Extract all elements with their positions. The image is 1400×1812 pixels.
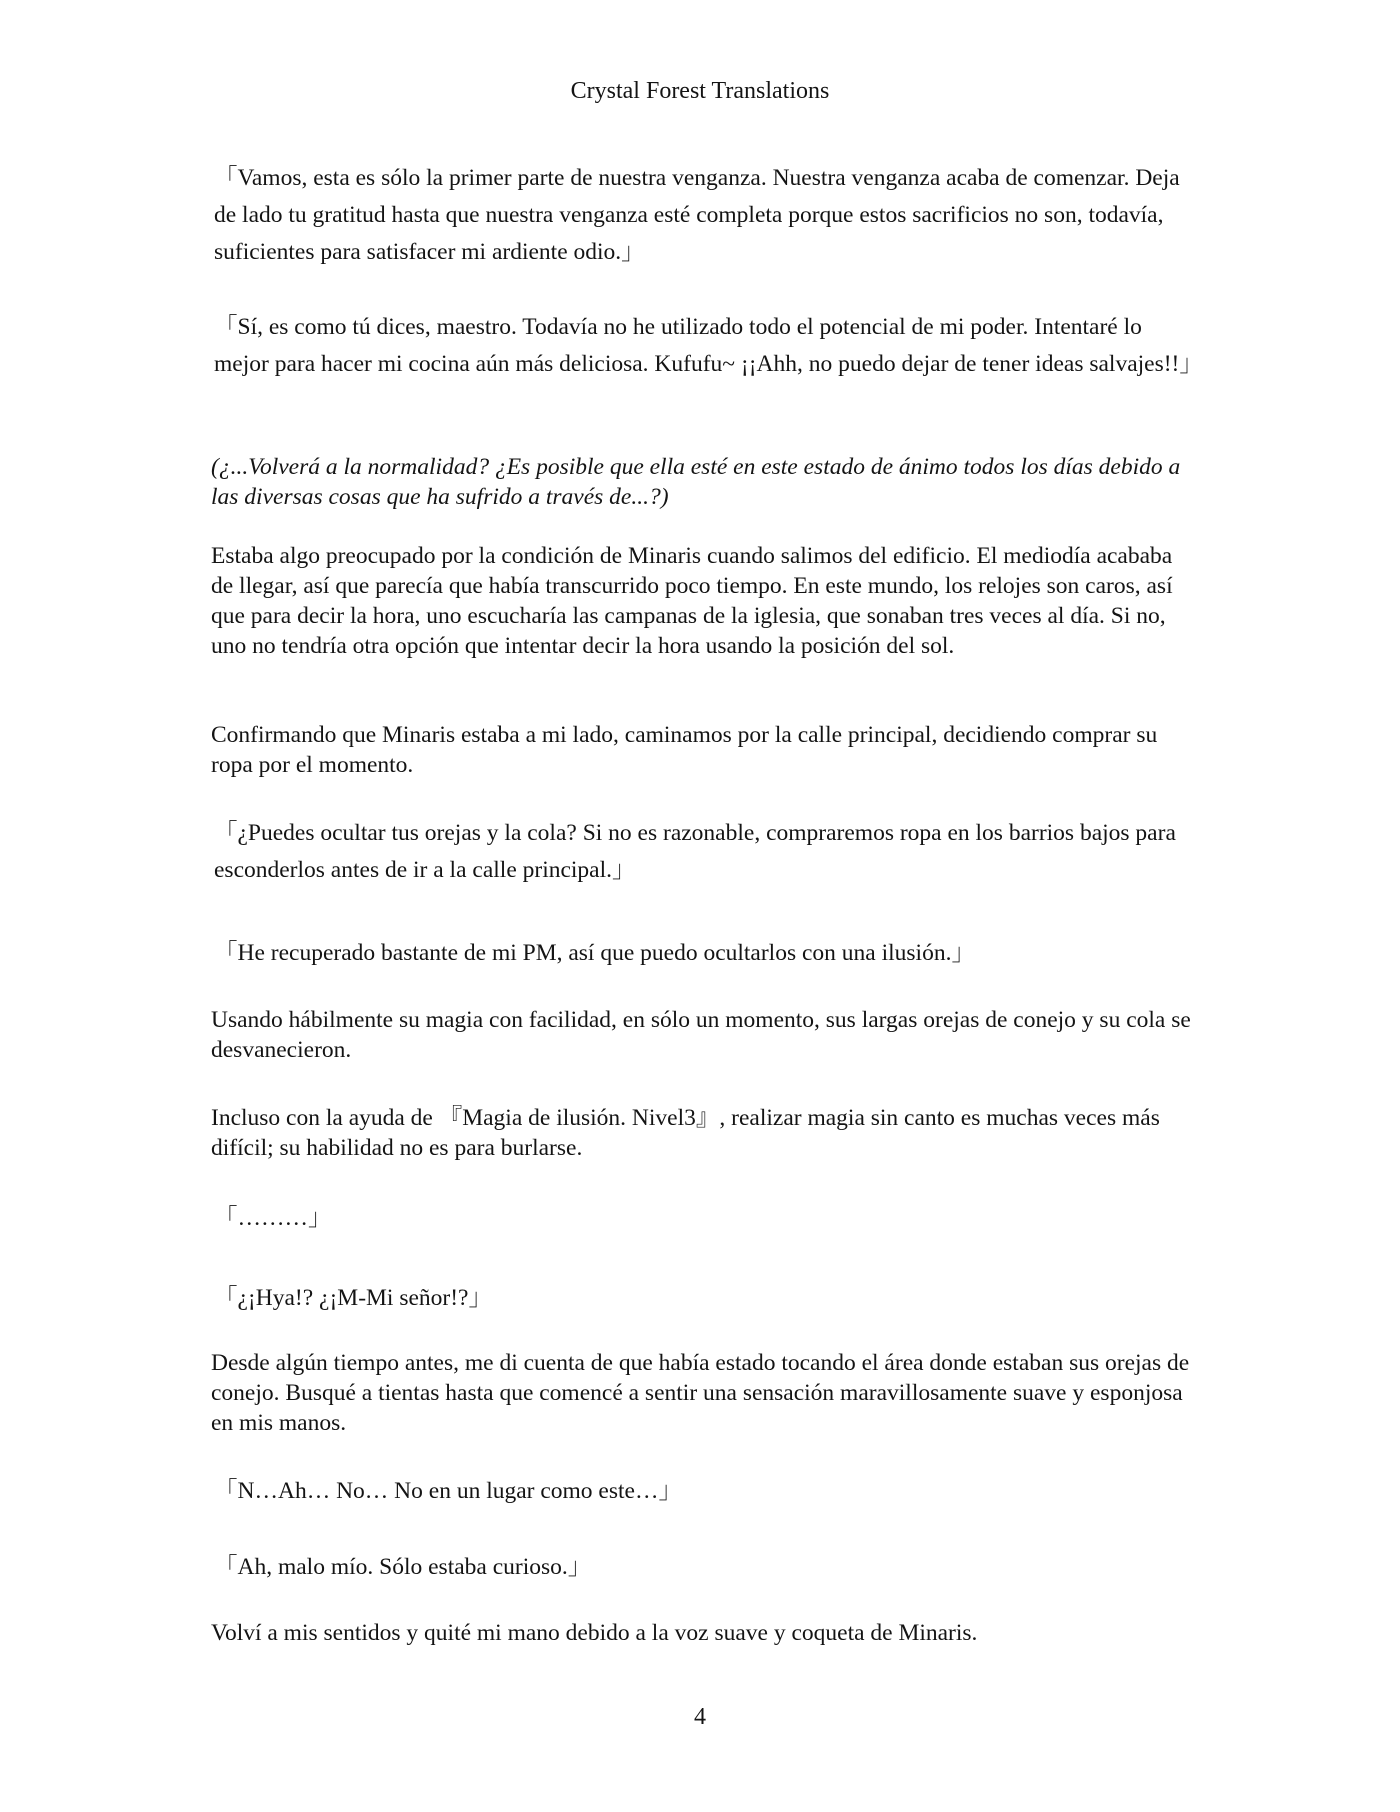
paragraph-13: 「N…Ah… No… No en un lugar como este…」 <box>214 1478 682 1504</box>
paragraph-9: Incluso con la ayuda de 『Magia de ilusión. Nivel3』, realizar magia sin canto es muchas veces más difícil; su habilidad no es para burlarse. <box>211 1105 1160 1161</box>
paragraph-14: 「Ah, malo mío. Sólo estaba curioso.」 <box>214 1554 592 1580</box>
paragraph-5: Confirmando que Minaris estaba a mi lado, caminamos por la calle principal, decidiendo comprar su ropa por el momento. <box>211 722 1158 778</box>
paragraph-10: 「………」 <box>214 1205 332 1231</box>
page-number: 4 <box>694 1704 706 1730</box>
paragraph-2: 「Sí, es como tú dices, maestro. Todavía no he utilizado todo el potencial de mi poder. Intentaré lo mejor para hacer mi cocina aún más deliciosa. Kufufu~ ¡¡Ahh, no puedo dejar de tener ideas salvajes!!」 <box>214 314 1203 377</box>
paragraph-6: 「¿Puedes ocultar tus orejas y la cola? Si no es razonable, compraremos ropa en los barrios bajos para esconderlos antes de ir a la calle principal.」 <box>214 820 1176 883</box>
paragraph-12: Desde algún tiempo antes, me di cuenta de que había estado tocando el área donde estaban sus orejas de conejo. Busqué a tientas hasta que comencé a sentir una sensación maravillosamente suave y esponjosa en mis manos. <box>211 1350 1190 1436</box>
page-header: Crystal Forest Translations <box>570 78 830 104</box>
paragraph-8: Usando hábilmente su magia con facilidad, en sólo un momento, sus largas orejas de conejo y su cola se desvanecieron. <box>211 1007 1191 1063</box>
paragraph-3: (¿...Volverá a la normalidad? ¿Es posible que ella esté en este estado de ánimo todos los días debido a las diversas cosas que ha sufrido a través de...?) <box>211 454 1181 510</box>
paragraph-11: 「¿¡Hya!? ¿¡M-Mi señor!?」 <box>214 1285 492 1311</box>
paragraph-4: Estaba algo preocupado por la condición de Minaris cuando salimos del edificio. El mediodía acababa de llegar, así que parecía que había transcurrido poco tiempo. En este mundo, los relojes son caros, así que para decir la hora, uno escucharía las campanas de la iglesia, que sonaban tres veces al día. Si no, uno no tendría otra opción que intentar decir la hora usando la posición del sol. <box>211 543 1173 659</box>
paragraph-1: 「Vamos, esta es sólo la primer parte de nuestra venganza. Nuestra venganza acaba de comenzar. Deja de lado tu gratitud hasta que nuestra venganza esté completa porque estos sacrificios no son, todavía, suficientes para satisfacer mi ardiente odio.」 <box>214 165 1180 265</box>
paragraph-15: Volví a mis sentidos y quité mi mano debido a la voz suave y coqueta de Minaris. <box>211 1620 978 1646</box>
paragraph-7: 「He recuperado bastante de mi PM, así que puedo ocultarlos con una ilusión.」 <box>214 940 975 966</box>
